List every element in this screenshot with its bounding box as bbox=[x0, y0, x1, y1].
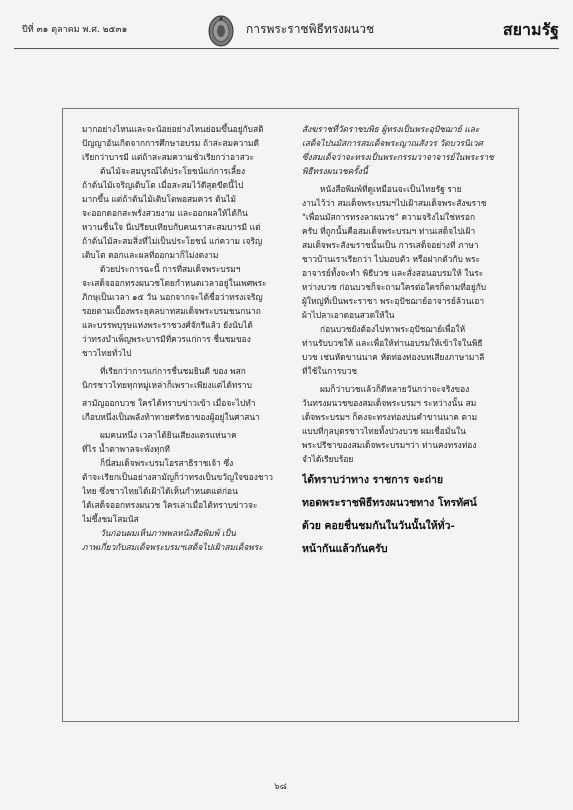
article-text-line: ไม่ซึ้งชมโสมนัส bbox=[82, 514, 139, 524]
article-text-line: วันก่อนผมเห็นภาพพลหนังสือพิมพ์ เป็น bbox=[100, 528, 236, 538]
article-text-line: ถ้าต้นไม้สะสมสิ่งที่ไม่เป็นประโยชน์ แก่ความ เจริญ bbox=[82, 236, 263, 246]
article-text-line: ผู้ใหญ่ที่เป็นพระราชา พระอุปัชฌาย์อาจารย์ล้วนเอา bbox=[302, 296, 485, 306]
article-text-line: เด็จพระบรมฯ ก็คงจะทรงท่องบ่นคำขานนาค ตาม bbox=[302, 412, 478, 422]
article-text-line: มากขึ้น แต่ถ้าต้นไม้เติบโตพอสมควร ต้นไม้ bbox=[82, 194, 237, 204]
article-text-line: จะออกดอกสะพรั่งสวยงาม และออกผลให้ได้กิน bbox=[82, 208, 248, 218]
closing-remark-line: ด้วย คอยชื่นชมกันในวันนั้นให้ทั่ว- bbox=[302, 520, 455, 532]
article-text-line: ซึ่งสมเด็จว่าจะทรงเป็นพระกรรมวาจาจารย์ในพระราช bbox=[302, 152, 494, 162]
article-column-left bbox=[82, 122, 278, 702]
article-text-line: พระปรีชาของสมเด็จพระบรมฯว่า ท่านคงทรงท่อง bbox=[302, 440, 477, 450]
article-text-line: ก่อนบวชยังต้องไปหาพระอุปัชฌาย์เพื่อให้ bbox=[320, 324, 466, 334]
article-text-line: รอยตามเบื้องพระยุคลบาทสมเด็จพระบรมชนกนาถ bbox=[82, 306, 261, 316]
issue-date: ปีที่ ๓๑ ตุลาคม พ.ศ. ๒๕๓๑ bbox=[22, 25, 128, 35]
article-text-line: ครับ ที่ถูกนั้นคือสมเด็จพระบรมฯ ท่านเสด็จไปเฝ้า bbox=[302, 226, 476, 236]
article-text-line: ที่ใช้ในการบวช bbox=[302, 366, 358, 376]
article-text-line: เรียกว่าบารมี แต่ถ้าสะสมความชั่วเรียกว่าอาสวะ bbox=[82, 152, 255, 162]
section-title: การพระราชพิธีทรงผนวช bbox=[246, 22, 375, 36]
article-text-line: ผ้าไปลาเอาดอนสวดให้ใน bbox=[302, 310, 395, 320]
article-text-line: ภาพเกี่ยวกับสมเด็จพระบรมฯเสด็จไปเฝ้าสมเด็จพระ bbox=[82, 542, 263, 552]
article-text-line: ต้นไม้จะสมบูรณ์ได้ประโยชน์แก่การเลี้ยง bbox=[100, 166, 246, 176]
header-divider bbox=[14, 48, 559, 49]
article-text-line: ว่าทรงบำเพ็ญพระบารมีที่ควรแก่การ ชื่นชมของ bbox=[82, 334, 251, 344]
article-text-line: จำได้เรียบร้อย bbox=[302, 454, 354, 464]
article-text-line: บวช เช่นหัดขานนาค หัดท่องท่องบทเสียงภาษามาลี bbox=[302, 352, 485, 362]
article-text-line: ผมก็ว่าบวชแล้วก็ดีหลายวันกว่าจะจริงของ bbox=[320, 384, 470, 394]
article-text-line: ที่เรียกว่าการแก่การชื่นชมยินดี ของ พสก bbox=[100, 366, 246, 376]
article-text-line: ผมคนหนึ่ง เวลาได้ยินเสียงแตรแห่นาค bbox=[100, 430, 237, 440]
magazine-name: สยามรัฐ bbox=[502, 20, 559, 39]
page-header bbox=[8, 14, 565, 48]
article-text-line: อาจารย์ทั้งจะทำ พิธีบวช และสั่งสอนอบรมให้ ในระ bbox=[302, 268, 484, 278]
article-text-line: วันทรงผนวชของสมเด็จพระบรมฯ ระหว่างนั้น สม bbox=[302, 398, 477, 408]
article-text-line: ไทย ซึ่งชาวไทยได้เฝ้าได้เห็นกำหนดแต่ก่อน bbox=[82, 486, 238, 496]
article-text-line: มากอย่างไหนและจะน้อยอย่างไหนย่อมขึ้นอยู่กับสติ bbox=[82, 124, 264, 134]
article-text-line: ชาวบ้านเราเรียกว่า ไปมอบตัว หรือฝากตัวกับ พระ bbox=[302, 254, 480, 264]
article-text-line: ชาวไทยทั่วไป bbox=[82, 348, 132, 358]
article-text-line: หวานชื่นใจ นี่เปรียบเทียบกับคนเราสะสมบารมี แต่ bbox=[82, 222, 261, 232]
article-text-line: ด้วยประการฉะนี้ การที่สมเด็จพระบรมฯ bbox=[100, 264, 241, 274]
article-text-line: หนังสือพิมพ์ที่ดูเหมือนจะเป็นไทยรัฐ ราย bbox=[320, 184, 462, 194]
article-text-line: จะเสด็จออกทรงผนวชโดยกำหนดเวลาอยู่ในเพศพระ bbox=[82, 278, 267, 288]
article-text-line: สามัญออกบวช ใครได้ทราบข่าวเข้า เมื่อจะไปทำ bbox=[82, 398, 256, 408]
article-text-line: นิกรชาวไทยทุกหมู่เหล่าก็เพราะเพียงแต่ได้ทราบ bbox=[82, 380, 252, 390]
article-text-line: และบรรพบุรุษแห่งพระราชวงศ์จักรีแล้ว ยังนับได้ bbox=[82, 320, 253, 330]
article-text-line: "เพื่อนมัสการทรงลาผนวช" ความจริงไม่ใช่หรอก bbox=[302, 212, 476, 222]
article-text-line: เสด็จไปนมัสการสมเด็จพระญาณสังวร วัดบวรนิเวศ bbox=[302, 138, 483, 148]
royal-emblem-icon bbox=[206, 14, 236, 48]
article-text-line: สังฆราชที่วัดราชบพิธ ผู้ทรงเป็นพระอุปัชฌาย์ และ bbox=[302, 124, 480, 134]
article-text-line: พิธีทรงผนวชครั้งนี้ bbox=[302, 166, 368, 176]
article-column-right bbox=[302, 122, 502, 702]
article-text-line: ปัญญาอันเกิดจากการศึกษาอบรม ถ้าสะสมความดี bbox=[82, 138, 259, 148]
article-text-line: ก็นี่สมเด็จพระบรมโอรสาธิราชเจ้า ซึ่ง bbox=[100, 458, 234, 468]
page-number: ๖๘ bbox=[274, 782, 287, 792]
article-text-line: สมเด็จพระสังฆราชนั้นเป็น การเสด็จอย่างที่ ภาษา bbox=[302, 240, 479, 250]
closing-remark-line: ได้ทราบว่าทาง ราชการ จะถ่าย bbox=[302, 474, 444, 486]
closing-remark-line: หน้ากันแล้วกันครับ bbox=[302, 543, 388, 555]
article-text-line: ท่านรับบวชให้ และเพื่อให้ท่านอบรมให้เข้าใจในพิธี bbox=[302, 338, 483, 348]
article-text-line: ที่ไร น้ำตาพาลจะพังทุกที bbox=[82, 444, 170, 454]
article-text-line: เกือบหนึ่งเป็นพลังท้าทายศรัทธาของผู้อยู่ในศาสนา bbox=[82, 412, 260, 422]
article-text-line: ถ้าต้นไม้เจริญเติบโต เมื่อสะสมไว้ดีสุดขีดนี้ไป bbox=[82, 180, 244, 190]
article-text-line: ได้เสด็จออกทรงผนวช ใครเล่าเมื่อได้ทราบข่าวจะ bbox=[82, 500, 258, 510]
article-text-line: งานไว้ว่า สมเด็จพระบรมฯไปเฝ้าสมเด็จพระสังฆราช bbox=[302, 198, 487, 208]
article-text-line: ต้าจะเรียกเป็นอย่างสามัญก็ว่าทรงเป็นขวัญใจของชาว bbox=[82, 472, 273, 482]
article-text-line: หว่างบวช ก่อนบวชก็จะถามใครต่อใครก็ตามที่อยู่กับ bbox=[302, 282, 487, 292]
closing-remark-line: ทอดพระราชพิธีทรงผนวชทาง โทรทัศน์ bbox=[302, 497, 477, 509]
article-text-line: ภิกษุเป็นเวลา ๑๕ วัน นอกจากจะได้ชื่อว่าทรงเจริญ bbox=[82, 292, 263, 302]
article-text-line: เติบโต ดอกและผลที่ออกมาก็ไม่งดงาม bbox=[82, 250, 219, 260]
article-text-line: แบบที่กุลบุตรชาวไทยทั้งปวงบวช ผมเชื่อมั่นใน bbox=[302, 426, 466, 436]
